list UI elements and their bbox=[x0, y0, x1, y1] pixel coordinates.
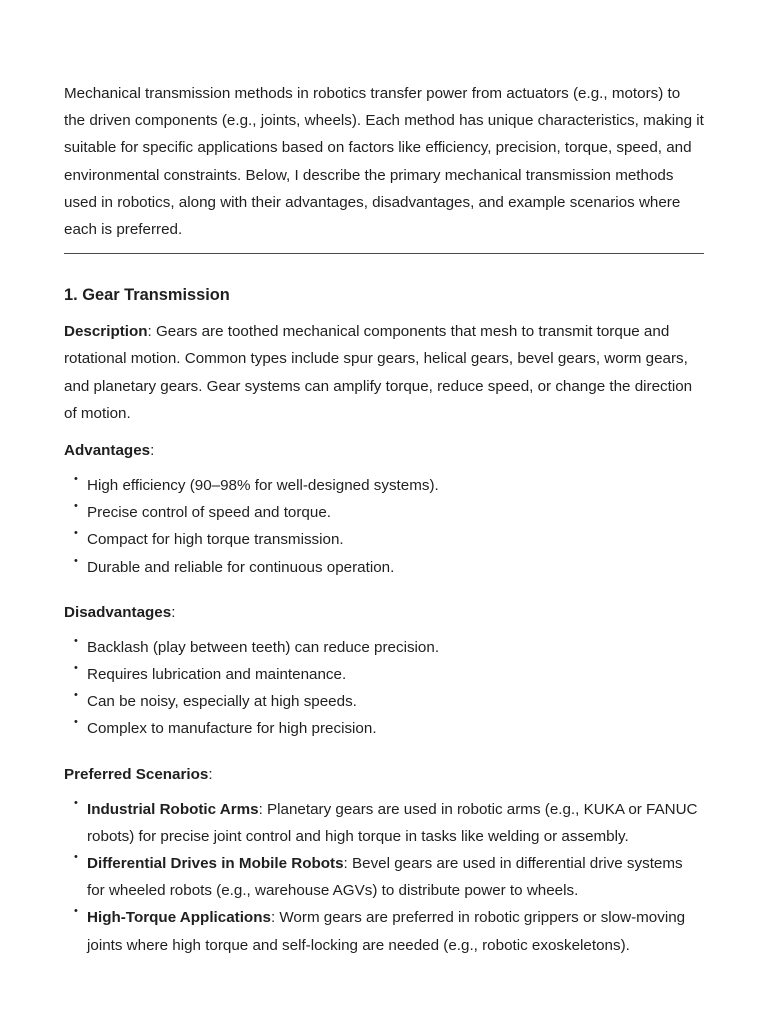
list-item bbox=[74, 661, 704, 688]
disadvantages-label: Disadvantages bbox=[64, 603, 172, 621]
scenarios-label-line bbox=[64, 761, 704, 788]
list-item bbox=[74, 499, 704, 526]
description-paragraph bbox=[64, 318, 704, 427]
advantage-text: High efficiency (90–98% for well-designed systems). bbox=[87, 477, 439, 495]
bullet-icon: • bbox=[74, 851, 78, 864]
advantages-colon: : bbox=[150, 442, 155, 460]
disadvantage-text: Backlash (play between teeth) can reduce precision. bbox=[87, 638, 440, 656]
list-item bbox=[74, 634, 704, 661]
advantage-text: Precise control of speed and torque. bbox=[87, 504, 331, 522]
list-item bbox=[74, 554, 704, 581]
scenarios-label: Preferred Scenarios bbox=[64, 765, 209, 783]
intro-paragraph: Mechanical transmission methods in robotics transfer power from actuators (e.g., motors) to the driven components (e.g., joints, wheels). Each method has unique characteristics, making it suitable for specific applications based on factors like efficiency, precision, torque, speed, and environmental constraints. Below, I describe the primary mechanical transmission methods used in robotics, along with their advantages, disadvantages, and example scenarios where each is preferred. bbox=[64, 85, 704, 239]
scenario-title: Differential Drives in Mobile Robots bbox=[87, 855, 344, 873]
scenario-text: : Planetary gears are used in robotic arms (e.g., KUKA or FANUC robots) for precise joint control and high torque in tasks like welding or assembly. bbox=[87, 800, 698, 845]
bullet-icon: • bbox=[74, 689, 78, 702]
scenario-title: Industrial Robotic Arms bbox=[87, 800, 259, 818]
scenario-text: : Worm gears are preferred in robotic grippers or slow-moving joints where high torque and self-locking are needed (e.g., robotic exoskeletons). bbox=[87, 909, 686, 954]
bullet-icon: • bbox=[74, 473, 78, 486]
list-item bbox=[74, 688, 704, 715]
advantages-list bbox=[64, 472, 704, 581]
scenarios-colon: : bbox=[208, 765, 213, 783]
disadvantages-colon: : bbox=[171, 603, 176, 621]
bullet-icon: • bbox=[74, 662, 78, 675]
disadvantage-text: Requires lubrication and maintenance. bbox=[87, 666, 347, 684]
list-item bbox=[74, 715, 704, 742]
scenario-text: : Bevel gears are used in differential drive systems for wheeled robots (e.g., warehouse AGVs) to distribute power to wheels. bbox=[87, 855, 683, 900]
list-item bbox=[74, 472, 704, 499]
disadvantages-label-line bbox=[64, 599, 704, 626]
list-item bbox=[74, 796, 704, 850]
advantages-label-line bbox=[64, 437, 704, 464]
disadvantages-list bbox=[64, 634, 704, 743]
description-label: Description bbox=[64, 323, 148, 341]
advantage-text: Compact for high torque transmission. bbox=[87, 531, 344, 549]
bullet-icon: • bbox=[74, 716, 78, 729]
advantages-label: Advantages bbox=[64, 442, 151, 460]
bullet-icon: • bbox=[74, 554, 78, 567]
list-item bbox=[74, 904, 704, 958]
bullet-icon: • bbox=[74, 634, 78, 647]
scenario-title: High-Torque Applications bbox=[87, 909, 271, 927]
scenarios-list bbox=[64, 796, 704, 959]
bullet-icon: • bbox=[74, 500, 78, 513]
list-item bbox=[74, 850, 704, 904]
disadvantage-text: Can be noisy, especially at high speeds. bbox=[87, 693, 357, 711]
disadvantage-text: Complex to manufacture for high precision. bbox=[87, 720, 377, 738]
horizontal-rule bbox=[64, 253, 704, 254]
list-item bbox=[74, 526, 704, 553]
bullet-icon: • bbox=[74, 905, 78, 918]
bullet-icon: • bbox=[74, 796, 78, 809]
description-text: : Gears are toothed mechanical components that mesh to transmit torque and rotational motion. Common types include spur gears, helical gears, bevel gears, worm gears, and planetary gears. Gear systems can amplify torque, reduce speed, or change the direction of motion. bbox=[64, 323, 693, 422]
advantage-text: Durable and reliable for continuous operation. bbox=[87, 558, 395, 576]
section-heading: 1. Gear Transmission bbox=[64, 286, 230, 305]
bullet-icon: • bbox=[74, 527, 78, 540]
